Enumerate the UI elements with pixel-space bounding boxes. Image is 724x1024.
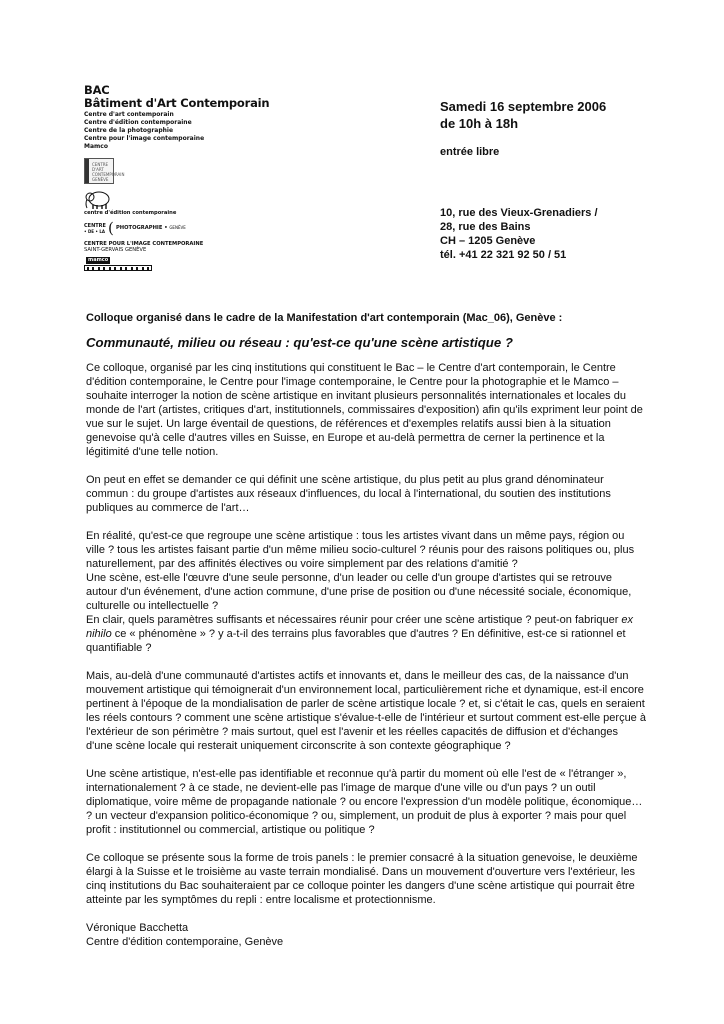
paragraph: Une scène artistique, n'est-elle pas identifiable et reconnue qu'à partir du moment où elle l'est de « l'étranger », internationalement ? à ce stade, ne devient-elle pas l'image de marque d'une ville ou d'un pays ? un outil diplomatique, voire même de propagande nationale ? ou encore l'expression d'un modèle politique, économique… ? un vecteur d'expansion politico-économique ? ou, simplement, un produit de plus à exporter ? mais pour quel profit : institutionnel ou commercial, artistique ou politique ? (86, 768, 643, 836)
cpi-logo-line: SAINT-GERVAIS GENÈVE (84, 247, 147, 253)
signature-name: Véronique Bacchetta (86, 922, 189, 934)
italic-phrase: ex nihilo (86, 614, 634, 640)
edition-logo (84, 190, 284, 217)
event-entry: entrée libre (440, 146, 500, 158)
member-list (84, 111, 284, 151)
document-body (86, 311, 646, 949)
paragraph: Ce colloque se présente sous la forme de trois panels : le premier consacré à la situation genevoise, le deuxième élargi à la Suisse et le troisième au vaste terrain mondialisé. Dans un mouvement d'ouverture vers l'extérieur, les cinq institutions du Bac souhaiteraient par ce colloque pointer les dangers d'une scène artistique qui pourrait être atteinte par les symptômes du repli : entre localisme et protectionnisme. (86, 852, 638, 906)
cac-logo-text: CENTRE D'ART CONTEMPORAIN GENÈVE (92, 162, 125, 182)
member-item: Centre de la photographie (84, 127, 174, 134)
cpi-logo-line: CENTRE POUR L'IMAGE CONTEMPORAINE (84, 241, 204, 247)
address-line: CH – 1205 Genève (440, 235, 536, 247)
brace-icon: ( (108, 219, 114, 237)
org-short-name: BAC (84, 83, 110, 97)
signature-affiliation: Centre d'édition contemporaine, Genève (86, 936, 284, 948)
paragraph: En réalité, qu'est-ce que regroupe une scène artistique : tous les artistes vivant dans un même pays, région ou ville ? tous les artistes faisant partie d'un même milieu socio-culturel ? réunis pour des raisons politiques ou, plus naturellement, par des affinités électives ou voire simplement par des relations d'amitié ? (86, 530, 635, 570)
phone-line: tél. +41 22 321 92 50 / 51 (440, 249, 567, 261)
paragraph: Mais, au-delà d'une communauté d'artistes actifs et innovants et, dans le meilleur des cas, de la naissance d'un mouvement artistique qui témoignerait d'un environnement local, particulièrement riche et dynamique, est-il encore pertinent à l'époque de la mondialisation de parler de scène artistique locale ? et, si c'était le cas, quels en seraient les réels contours ? comment une scène artistique s'évalue-t-elle de l'intérieur et surtout comment est-elle perçue à l'extérieur de son périmètre ? mais surtout, quel est l'avenir et les réelles capacités de diffusion et d'échanges d'une scène locale qui resterait uniquement circonscrite à son contexte géographique ? (86, 670, 646, 752)
photo-logo (84, 219, 284, 239)
event-time: de 10h à 18h (440, 116, 519, 131)
cpi-logo (84, 241, 284, 253)
letterhead (84, 84, 284, 275)
event-date: Samedi 16 septembre 2006 (440, 99, 607, 114)
member-item: Mamco (84, 143, 108, 150)
member-item: Centre d'édition contemporaine (84, 119, 192, 126)
paragraph: Ce colloque, organisé par les cinq institutions qui constituent le Bac – le Centre d'art contemporain, le Centre d'édition contemporaine, le Centre pour l'image contemporaine, le Centre pour la photographie et le Mamco – souhaite interroger la notion de scène artistique en invitant plusieurs personnalités internationales et locales du monde de l'art (artistes, critiques d'art, institutionnels, commissaires d'exposition) afin qu'ils expriment leur point de vue sur le sujet. Un large éventail de questions, de références et d'exemples relatifs aussi bien à la situation genevoise qu'à celle d'autres villes en Suisse, en Europe et au-delà permettra de cerner la pertinence et la légitimité d'une telle notion. (86, 362, 643, 458)
mamco-logo (84, 257, 152, 275)
document-title: Communauté, milieu ou réseau : qu'est-ce qu'une scène artistique ? (86, 335, 513, 350)
edition-logo-caption: centre d'édition contemporaine (84, 210, 177, 216)
mamco-logo-label: mamco (88, 257, 109, 263)
signature (86, 921, 646, 949)
photo-logo-title: PHOTOGRAPHIE • GENÈVE (116, 225, 186, 231)
paragraph: Une scène, est-elle l'œuvre d'une seule personne, d'un leader ou celle d'un groupe d'artistes qui se retrouve autour d'un événement, d'une action commune, d'une prise de position ou d'une nécessité sociale, économique, culturelle ou intellectuelle ? (86, 572, 632, 612)
mamco-strip-icon (84, 265, 152, 271)
cac-logo (84, 158, 125, 184)
address-line: 28, rue des Bains (440, 221, 531, 233)
paragraph: En clair, quels paramètres suffisants et nécessaires réunir pour créer une scène artistique ? peut-on fabriquer ex nihilo ce « phénomène » ? y a-t-il des terrains plus favorables que d'autres ? En définitive, est-ce si rationnel et quantifiable ? (86, 614, 634, 654)
event-info (440, 98, 710, 159)
elephant-icon (84, 190, 112, 210)
address-line: 10, rue des Vieux-Grenadiers / (440, 207, 598, 219)
event-address (440, 206, 710, 262)
member-item: Centre d'art contemporain (84, 111, 174, 118)
org-full-name: Bâtiment d'Art Contemporain (84, 96, 270, 110)
photo-logo-word: • DE • LA (84, 229, 105, 234)
photo-logo-word: CENTRE (84, 223, 106, 229)
paragraph: On peut en effet se demander ce qui définit une scène artistique, du plus petit au plus grand dénominateur commun : du groupe d'artistes aux réseaux d'influences, du local à l'international, du soutien des institutions publiques au commerce de l'art… (86, 474, 611, 514)
intro-line: Colloque organisé dans le cadre de la Manifestation d'art contemporain (Mac_06), Genève : (86, 312, 563, 324)
member-item: Centre pour l'image contemporaine (84, 135, 205, 142)
